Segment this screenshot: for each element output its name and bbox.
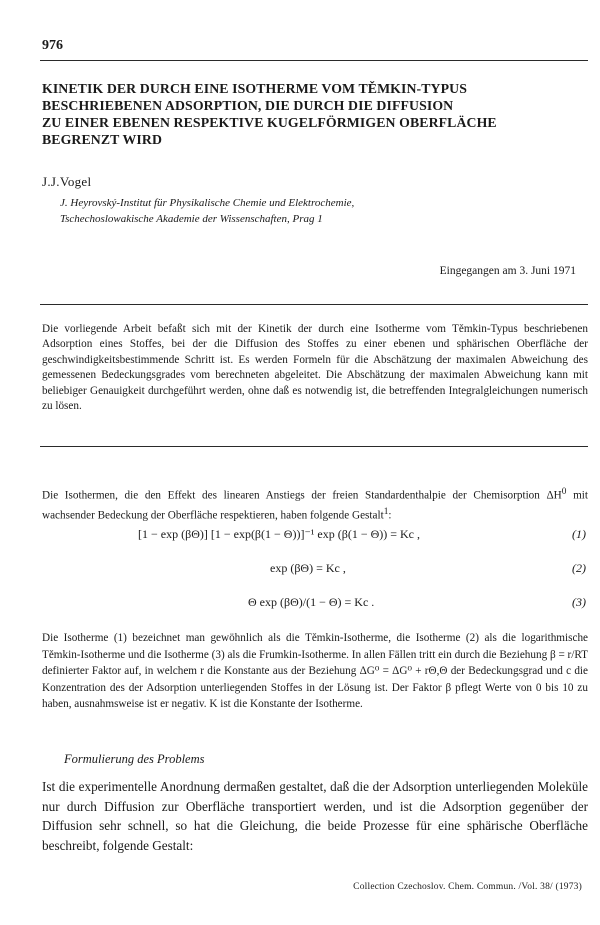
equation-number: (2) bbox=[572, 561, 586, 575]
journal-footer: Collection Czechoslov. Chem. Commun. /Vol. 38/ (1973) bbox=[353, 882, 582, 892]
intro-end: : bbox=[388, 509, 392, 522]
intro-text: Die Isothermen, die den Effekt des linearen Anstiegs der freien Standardenthalpie der Chemisorption ΔH bbox=[42, 489, 562, 502]
body-paragraph: Die Isotherme (1) bezeichnet man gewöhnlich als die Těmkin-Isotherme, die Isotherme (2) als die logarithmische Těmkin-Isotherme und die Isotherme (3) als die Frumkin-Isotherme. In allen Fällen tritt ein durch die Beziehung β = r/RT definierter Faktor auf, in welchem r die Konstante aus der Beziehung ΔG⁰ = ΔG⁰ + rΘ,Θ der Bedeckungsgrad und c die Konzentration des der Adsorption unterliegenden Stoffes in der Lösung ist. Der Faktor β pflegt Werte von 0 bis 10 zu haben, ausnahmsweise ist er negativ. K ist die Konstante der Isotherme. bbox=[42, 632, 589, 711]
abstract-rule-bottom bbox=[40, 446, 588, 447]
section-heading: Formulierung des Problems bbox=[64, 752, 205, 766]
header-rule bbox=[40, 60, 588, 61]
title-line: BEGRENZT WIRD bbox=[42, 132, 163, 147]
abstract-rule-top bbox=[40, 304, 588, 305]
received-date: Eingegangen am 3. Juni 1971 bbox=[439, 265, 576, 277]
paper-title bbox=[42, 80, 582, 148]
title-line: KINETIK DER DURCH EINE ISOTHERME VOM TĚMKIN-TYPUS bbox=[42, 81, 467, 96]
equation-2 bbox=[0, 561, 600, 579]
equation-expression: exp (βΘ) = Kc , bbox=[270, 561, 346, 575]
equation-expression: [1 − exp (βΘ)] [1 − exp(β(1 − Θ))]⁻¹ exp (β(1 − Θ)) = Kc , bbox=[138, 527, 420, 541]
affiliation bbox=[60, 195, 580, 227]
last-paragraph: Ist die experimentelle Anordnung dermaßen gestaltet, daß die der Adsorption unterliegenden Moleküle nur durch Diffusion zur Oberfläche transportiert werden, und ist die Adsorption gegenüber der Diffusion sehr schnell, so hat die Gleichung, die beide Prozesse für eine sphärische Oberfläche beschreibt, folgende Gestalt: bbox=[42, 779, 588, 853]
affiliation-line: J. Heyrovský-Institut für Physikalische Chemie und Elektrochemie, bbox=[60, 197, 355, 209]
title-line: BESCHRIEBENEN ADSORPTION, DIE DURCH DIE DIFFUSION bbox=[42, 98, 454, 113]
equation-number: (3) bbox=[572, 595, 586, 609]
affiliation-line: Tschechoslowakische Akademie der Wissenschaften, Prag 1 bbox=[60, 213, 323, 225]
title-line: ZU EINER EBENEN RESPEKTIVE KUGELFÖRMIGEN OBERFLÄCHE bbox=[42, 115, 497, 130]
intro-paragraph bbox=[42, 484, 588, 523]
page-number: 976 bbox=[42, 38, 63, 53]
intro-superscript: 0 bbox=[561, 487, 567, 497]
reference-marker: 1 bbox=[383, 506, 389, 517]
equation-expression: Θ exp (βΘ)/(1 − Θ) = Kc . bbox=[248, 595, 375, 609]
equation-number: (1) bbox=[572, 527, 586, 541]
intro-text-2: mit wachsender Bedeckung der Oberfläche respektieren, haben folgende Gestalt bbox=[42, 489, 589, 522]
equation-3 bbox=[0, 595, 600, 613]
abstract: Die vorliegende Arbeit befaßt sich mit der Kinetik der durch eine Isotherme vom Těmkin-Typus beschriebenen Adsorption eines Stoffes, bei der die Diffusion des Stoffes zu einer ebenen und sphärischen Oberfläche der geschwindigkeitsbestimmende Schritt ist. Es werden Formeln für die Abschätzung der maximalen Abweichung des gemessenen Bedeckungsgrades vom berechneten abgeleitet. Die Abschätzung der maximalen Abweichung kann mit beliebiger Genauigkeit durchgeführt werden, ohne daß es notwendig ist, die betreffenden Integralgleichungen numerisch zu lösen. bbox=[42, 323, 588, 413]
equation-1 bbox=[0, 527, 600, 545]
author: J.J.Vogel bbox=[42, 174, 92, 189]
